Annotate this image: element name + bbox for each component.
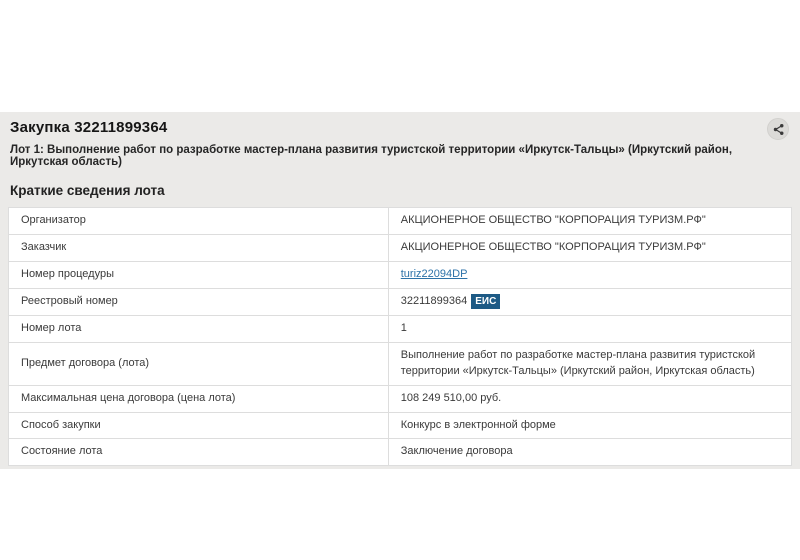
registry-number-value: 32211899364	[400, 294, 468, 307]
table-row	[9, 412, 792, 439]
row-label-organizer: Организатор	[9, 208, 389, 235]
row-value-lot-state: Заключение договора	[388, 439, 791, 466]
table-row	[9, 315, 792, 342]
table-row	[9, 261, 792, 288]
row-label-registry-number: Реестровый номер	[9, 288, 389, 315]
row-label-lot-state: Состояние лота	[9, 439, 389, 466]
lot-description: Лот 1: Выполнение работ по разработке мастер-плана развития туристской территории «Иркутск-Тальцы» (Иркутский район, Иркутская область)	[10, 144, 733, 168]
row-value-customer: АКЦИОНЕРНОЕ ОБЩЕСТВО "КОРПОРАЦИЯ ТУРИЗМ.РФ"	[388, 234, 791, 261]
table-row	[9, 342, 792, 385]
table-row	[9, 288, 792, 315]
row-value-organizer: АКЦИОНЕРНОЕ ОБЩЕСТВО "КОРПОРАЦИЯ ТУРИЗМ.РФ"	[388, 208, 791, 235]
table-row	[9, 385, 792, 412]
lot-details-table	[8, 207, 792, 466]
table-row	[9, 234, 792, 261]
row-value-lot-number: 1	[388, 315, 791, 342]
row-label-procedure-number: Номер процедуры	[9, 261, 389, 288]
row-label-customer: Заказчик	[9, 234, 389, 261]
row-value-max-price: 108 249 510,00 руб.	[388, 385, 791, 412]
row-label-max-price: Максимальная цена договора (цена лота)	[9, 385, 389, 412]
row-value-contract-subject: Выполнение работ по разработке мастер-плана развития туристской территории «Иркутск-Тальцы» (Иркутский район, Иркутская область)	[388, 342, 791, 385]
share-button[interactable]	[767, 118, 789, 140]
row-label-lot-number: Номер лота	[9, 315, 389, 342]
table-row	[9, 208, 792, 235]
row-value-purchase-method: Конкурс в электронной форме	[388, 412, 791, 439]
procedure-number-link[interactable]: turiz22094DP	[400, 267, 468, 280]
share-icon	[772, 123, 785, 136]
section-title: Краткие сведения лота	[10, 183, 165, 198]
lot-summary-panel	[0, 112, 800, 469]
eis-badge[interactable]: ЕИС	[471, 294, 500, 309]
table-row	[9, 439, 792, 466]
page-title: Закупка 32211899364	[10, 119, 168, 136]
row-label-contract-subject: Предмет договора (лота)	[9, 342, 389, 385]
row-label-purchase-method: Способ закупки	[9, 412, 389, 439]
